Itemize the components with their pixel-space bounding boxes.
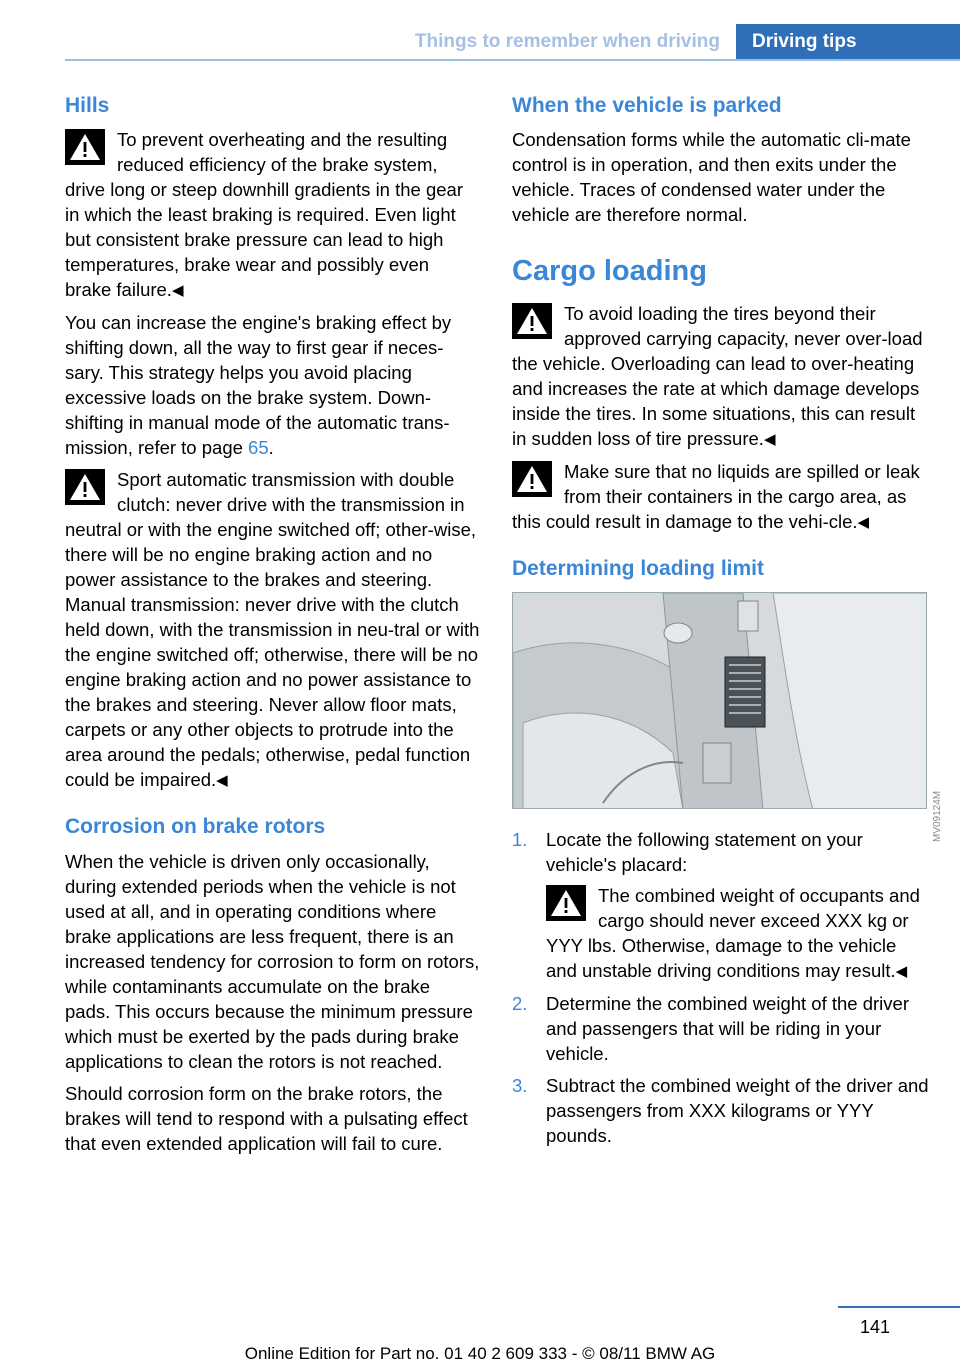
loading-limit-steps bbox=[512, 827, 932, 1148]
footer-edition: Online Edition for Part no. 01 40 2 609 333 - © 08/11 BMW AG bbox=[244, 1344, 716, 1360]
hills-warning-text: To prevent overheating and the resulting reduced efficiency of the brake system, drive long or steep downhill gradients in the gear in which the least braking is required. Even light but consistent brake pressure can lead to high temperatures, brake wear and possibly even brake failure. bbox=[65, 129, 463, 301]
hills-warning bbox=[65, 127, 480, 303]
page-number: 141 bbox=[860, 1317, 891, 1337]
sport-transmission-warning-text: Sport automatic transmission with double clutch: never drive with the transmission in neutral or with the engine switched off; other-wise, there will be no engine braking action and no power assistance to the brakes and steering. Manual transmission: never drive with the clutch held down, with the transmission in neu-tral or with the engine switched off; otherwise, there will be no engine braking action and no power assistance to the brakes and steering. Never allow floor mats, carpets or any other objects to protrude into the area around the pedals; otherwise, pedal function could be impaired. bbox=[65, 469, 480, 791]
sport-transmission-warning bbox=[65, 467, 480, 793]
warning-icon bbox=[65, 469, 105, 505]
corrosion-paragraph-1: When the vehicle is driven only occasionally, during extended periods when the vehicle is not used at all, and in operating conditions where brake applications are less frequent, there is an increased tendency for corrosion to form on rotors, while contaminants accumulate on the brake pads. This occurs because the minimum pressure which must be exerted by the pads during brake applications to clean the rotors is not reached. bbox=[65, 850, 480, 1072]
warning-icon bbox=[512, 303, 552, 339]
placard-drawing bbox=[513, 593, 927, 809]
end-mark-icon: ◀ bbox=[171, 282, 184, 300]
combined-weight-warning-text: The combined weight of occupants and cargo should never exceed XXX kg or YYY lbs. Otherwise, damage to the vehicle and unstable driving conditions may result. bbox=[546, 885, 920, 982]
end-mark-icon: ◀ bbox=[895, 963, 908, 981]
cargo-warning-overload-text: To avoid loading the tires beyond their approved carrying capacity, never over-load the vehicle. Overloading can lead to over-heating and increases the rate at which damage develops inside the tires. In some situations, this can result in sudden loss of tire pressure. bbox=[512, 302, 923, 449]
header-chapter-tab bbox=[736, 24, 960, 61]
page-header bbox=[0, 0, 960, 62]
end-mark-icon: ◀ bbox=[857, 513, 870, 531]
parked-heading: When the vehicle is parked bbox=[512, 94, 782, 117]
warning-icon bbox=[65, 129, 105, 165]
cargo-warning-liquids bbox=[512, 459, 932, 535]
loading-limit-heading: Determining loading limit bbox=[512, 556, 765, 580]
door-pillar-placard-illustration bbox=[512, 592, 927, 809]
step-2-number: 2. bbox=[512, 993, 528, 1015]
step-1-text: Locate the following statement on your vehicle's placard: bbox=[546, 829, 863, 876]
step-2-text: Determine the combined weight of the driver and passengers that will be riding in your vehicle. bbox=[546, 993, 909, 1065]
header-section-title: Things to remember when driving bbox=[414, 31, 720, 52]
warning-icon bbox=[546, 885, 586, 921]
end-mark-icon: ◀ bbox=[763, 430, 776, 448]
corrosion-heading: Corrosion on brake rotors bbox=[65, 815, 326, 839]
hills-paragraph-end: . bbox=[268, 437, 274, 459]
footer-rule bbox=[838, 1306, 960, 1308]
header-chapter-label: Driving tips bbox=[752, 31, 857, 52]
step-2 bbox=[512, 991, 932, 1066]
page-65-link[interactable]: 65 bbox=[248, 437, 269, 459]
right-column bbox=[512, 92, 932, 1155]
step-3-number: 3. bbox=[512, 1075, 528, 1097]
header-rule bbox=[65, 59, 960, 61]
corrosion-paragraph-2: Should corrosion form on the brake rotors, the brakes will tend to respond with a pulsating effect that even extended application will fail to cure. bbox=[65, 1082, 468, 1154]
hills-paragraph-text: You can increase the engine's braking effect by shifting down, all the way to first gear if neces-sary. This strategy helps you avoid placing excessive loads on the brake system. Down-shifting in manual mode of the automatic trans-mission, refer to page bbox=[65, 312, 452, 459]
figure-code: MV09124M bbox=[932, 790, 943, 842]
cargo-warning-liquids-text: Make sure that no liquids are spilled or leak from their containers in the cargo area, as this could result in damage to the vehi-cle. bbox=[512, 460, 920, 532]
left-column bbox=[65, 92, 480, 1163]
step-1 bbox=[512, 827, 932, 984]
step-3-text: Subtract the combined weight of the driver and passengers from XXX kilograms or YYY pounds. bbox=[546, 1075, 929, 1147]
parked-paragraph: Condensation forms while the automatic cli-mate control is in operation, and then exits under the vehicle. Traces of condensed water under the vehicle are therefore normal. bbox=[512, 129, 911, 226]
combined-weight-warning bbox=[546, 883, 932, 984]
hills-heading: Hills bbox=[65, 94, 110, 117]
cargo-loading-heading: Cargo loading bbox=[512, 255, 707, 288]
cargo-warning-overload bbox=[512, 301, 932, 452]
hills-paragraph bbox=[65, 310, 480, 460]
end-mark-icon: ◀ bbox=[216, 772, 228, 790]
step-3 bbox=[512, 1073, 932, 1148]
step-1-number: 1. bbox=[512, 829, 528, 851]
warning-icon bbox=[512, 461, 552, 497]
